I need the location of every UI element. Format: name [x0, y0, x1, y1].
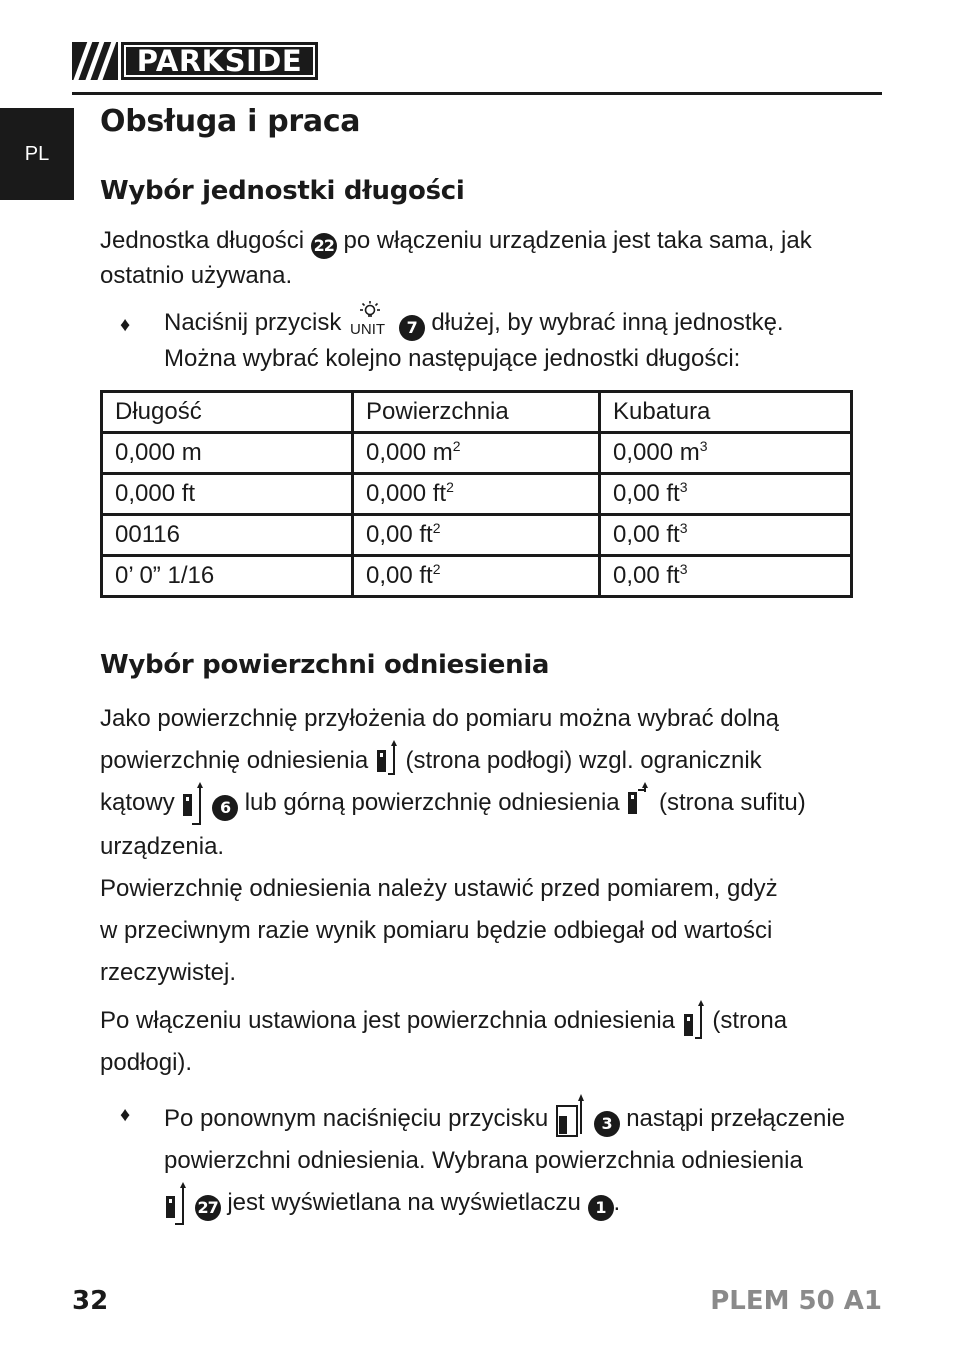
table-header-cell: Kubatura — [600, 392, 852, 433]
angle-stop-icon — [181, 782, 205, 826]
bullet-diamond: ♦ — [120, 1104, 131, 1126]
ref-p3-text: Po włączeniu ustawiona jest powierzchnia odniesienia — [100, 1007, 676, 1034]
header-rule — [72, 92, 882, 95]
area-cell: 0,000 $m^2$ — [353, 433, 600, 474]
area-cell: 0,00 $ft^2$ — [353, 515, 600, 556]
ref-p1-text: kątowy — [100, 789, 175, 816]
ref-p1-line-4: urządzenia. — [100, 833, 225, 860]
ref-p3-text: (strona — [712, 1007, 788, 1034]
table-header-row — [102, 392, 852, 433]
floor-reference-icon — [375, 740, 399, 776]
ref-badge-6: 6 — [212, 795, 238, 821]
table-header-cell: Długość — [102, 392, 353, 433]
volume-cell: 0,00 $ft^3$ — [600, 474, 852, 515]
ceiling-reference-icon — [626, 782, 652, 818]
table-row — [102, 515, 852, 556]
length-cell: 0,000 ft — [102, 474, 353, 515]
area-cell: 0,000 $ft^2$ — [353, 474, 600, 515]
volume-cell: 0,00 $ft^3$ — [600, 515, 852, 556]
unit-bullet-text-c: Można wybrać kolejno następujące jednostki długości: — [164, 345, 741, 372]
section-title: Obsługa i praca — [100, 104, 361, 139]
unit-bullet — [164, 306, 884, 375]
ref-bullet-text: jest wyświetlana na wyświetlaczu — [227, 1189, 581, 1216]
reference-button-icon — [555, 1094, 587, 1140]
floor-reference-icon — [682, 1000, 706, 1040]
ref-p2-line-2: w przeciwnym razie wynik pomiaru będzie odbiegał od wartości — [100, 917, 773, 944]
bullet-diamond: ♦ — [120, 314, 131, 336]
reference-paragraph-1 — [100, 698, 900, 994]
ref-p1-text: powierzchnię odniesienia — [100, 747, 369, 774]
ref-badge-7: 7 — [399, 315, 425, 341]
volume-cell: 0,00 $ft^3$ — [600, 556, 852, 597]
ref-p2-line-1: Powierzchnię odniesienia należy ustawić przed pomiarem, gdyż — [100, 875, 778, 902]
table-header-cell: Powierzchnia — [353, 392, 600, 433]
ref-badge-22: 22 — [311, 233, 337, 259]
units-table — [100, 390, 853, 598]
unit-intro — [100, 224, 890, 292]
page-number: 32 — [72, 1286, 109, 1316]
area-cell: 0,00 $ft^2$ — [353, 556, 600, 597]
reference-heading: Wybór powierzchni odniesienia — [100, 650, 550, 680]
ref-p1-text: (strona podłogi) wzgl. ogranicznik — [405, 747, 762, 774]
ref-badge-27: 27 — [195, 1195, 221, 1221]
language-tab: PL — [0, 108, 74, 200]
ref-p1-line-1: Jako powierzchnię przyłożenia do pomiaru można wybrać dolną — [100, 705, 780, 732]
ref-bullet-line-2: powierzchni odniesienia. Wybrana powierzchnia odniesienia — [164, 1147, 803, 1174]
length-cell: 0,000 m — [102, 433, 353, 474]
unit-bullet-text-a: Naciśnij przycisk — [164, 309, 342, 336]
parkside-logo — [72, 42, 318, 80]
reference-paragraph-3 — [100, 1000, 900, 1084]
brand-name: PARKSIDE — [121, 42, 318, 80]
ref-p3-line-2: podłogi). — [100, 1049, 193, 1076]
unit-intro-text-a: Jednostka długości — [100, 227, 305, 254]
table-row — [102, 433, 852, 474]
volume-cell: 0,000 $m^3$ — [600, 433, 852, 474]
table-row — [102, 474, 852, 515]
angle-stop-icon — [164, 1182, 188, 1226]
ref-p1-text: (strona sufitu) — [658, 789, 806, 816]
length-cell: 00116 — [102, 515, 353, 556]
ref-bullet-text: Po ponownym naciśnięciu przycisku — [164, 1105, 549, 1132]
unit-intro-text-c: ostatnio używana. — [100, 261, 293, 289]
ref-bullet-text: nastąpi przełączenie — [626, 1105, 846, 1132]
model-name: PLEM 50 A1 — [710, 1286, 882, 1316]
ref-badge-3: 3 — [594, 1111, 620, 1137]
table-row — [102, 556, 852, 597]
ref-badge-1: 1 — [588, 1195, 614, 1221]
lightbulb-icon — [356, 300, 384, 320]
ref-p2-line-3: rzeczywistej. — [100, 959, 237, 986]
unit-intro-text-b: po włączeniu urządzenia jest taka sama, jak — [343, 227, 812, 254]
ref-bullet-period: . — [613, 1189, 621, 1216]
ref-p1-text: lub górną powierzchnię odniesienia — [244, 789, 620, 816]
reference-bullet — [164, 1094, 884, 1226]
unit-button-icon — [348, 306, 392, 339]
length-cell: 0’ 0” 1/16 — [102, 556, 353, 597]
logo-stripes — [72, 42, 118, 80]
unit-heading: Wybór jednostki długości — [100, 176, 465, 206]
unit-button-label: UNIT — [350, 321, 386, 338]
unit-bullet-text-b: dłużej, by wybrać inną jednostkę. — [431, 309, 784, 336]
